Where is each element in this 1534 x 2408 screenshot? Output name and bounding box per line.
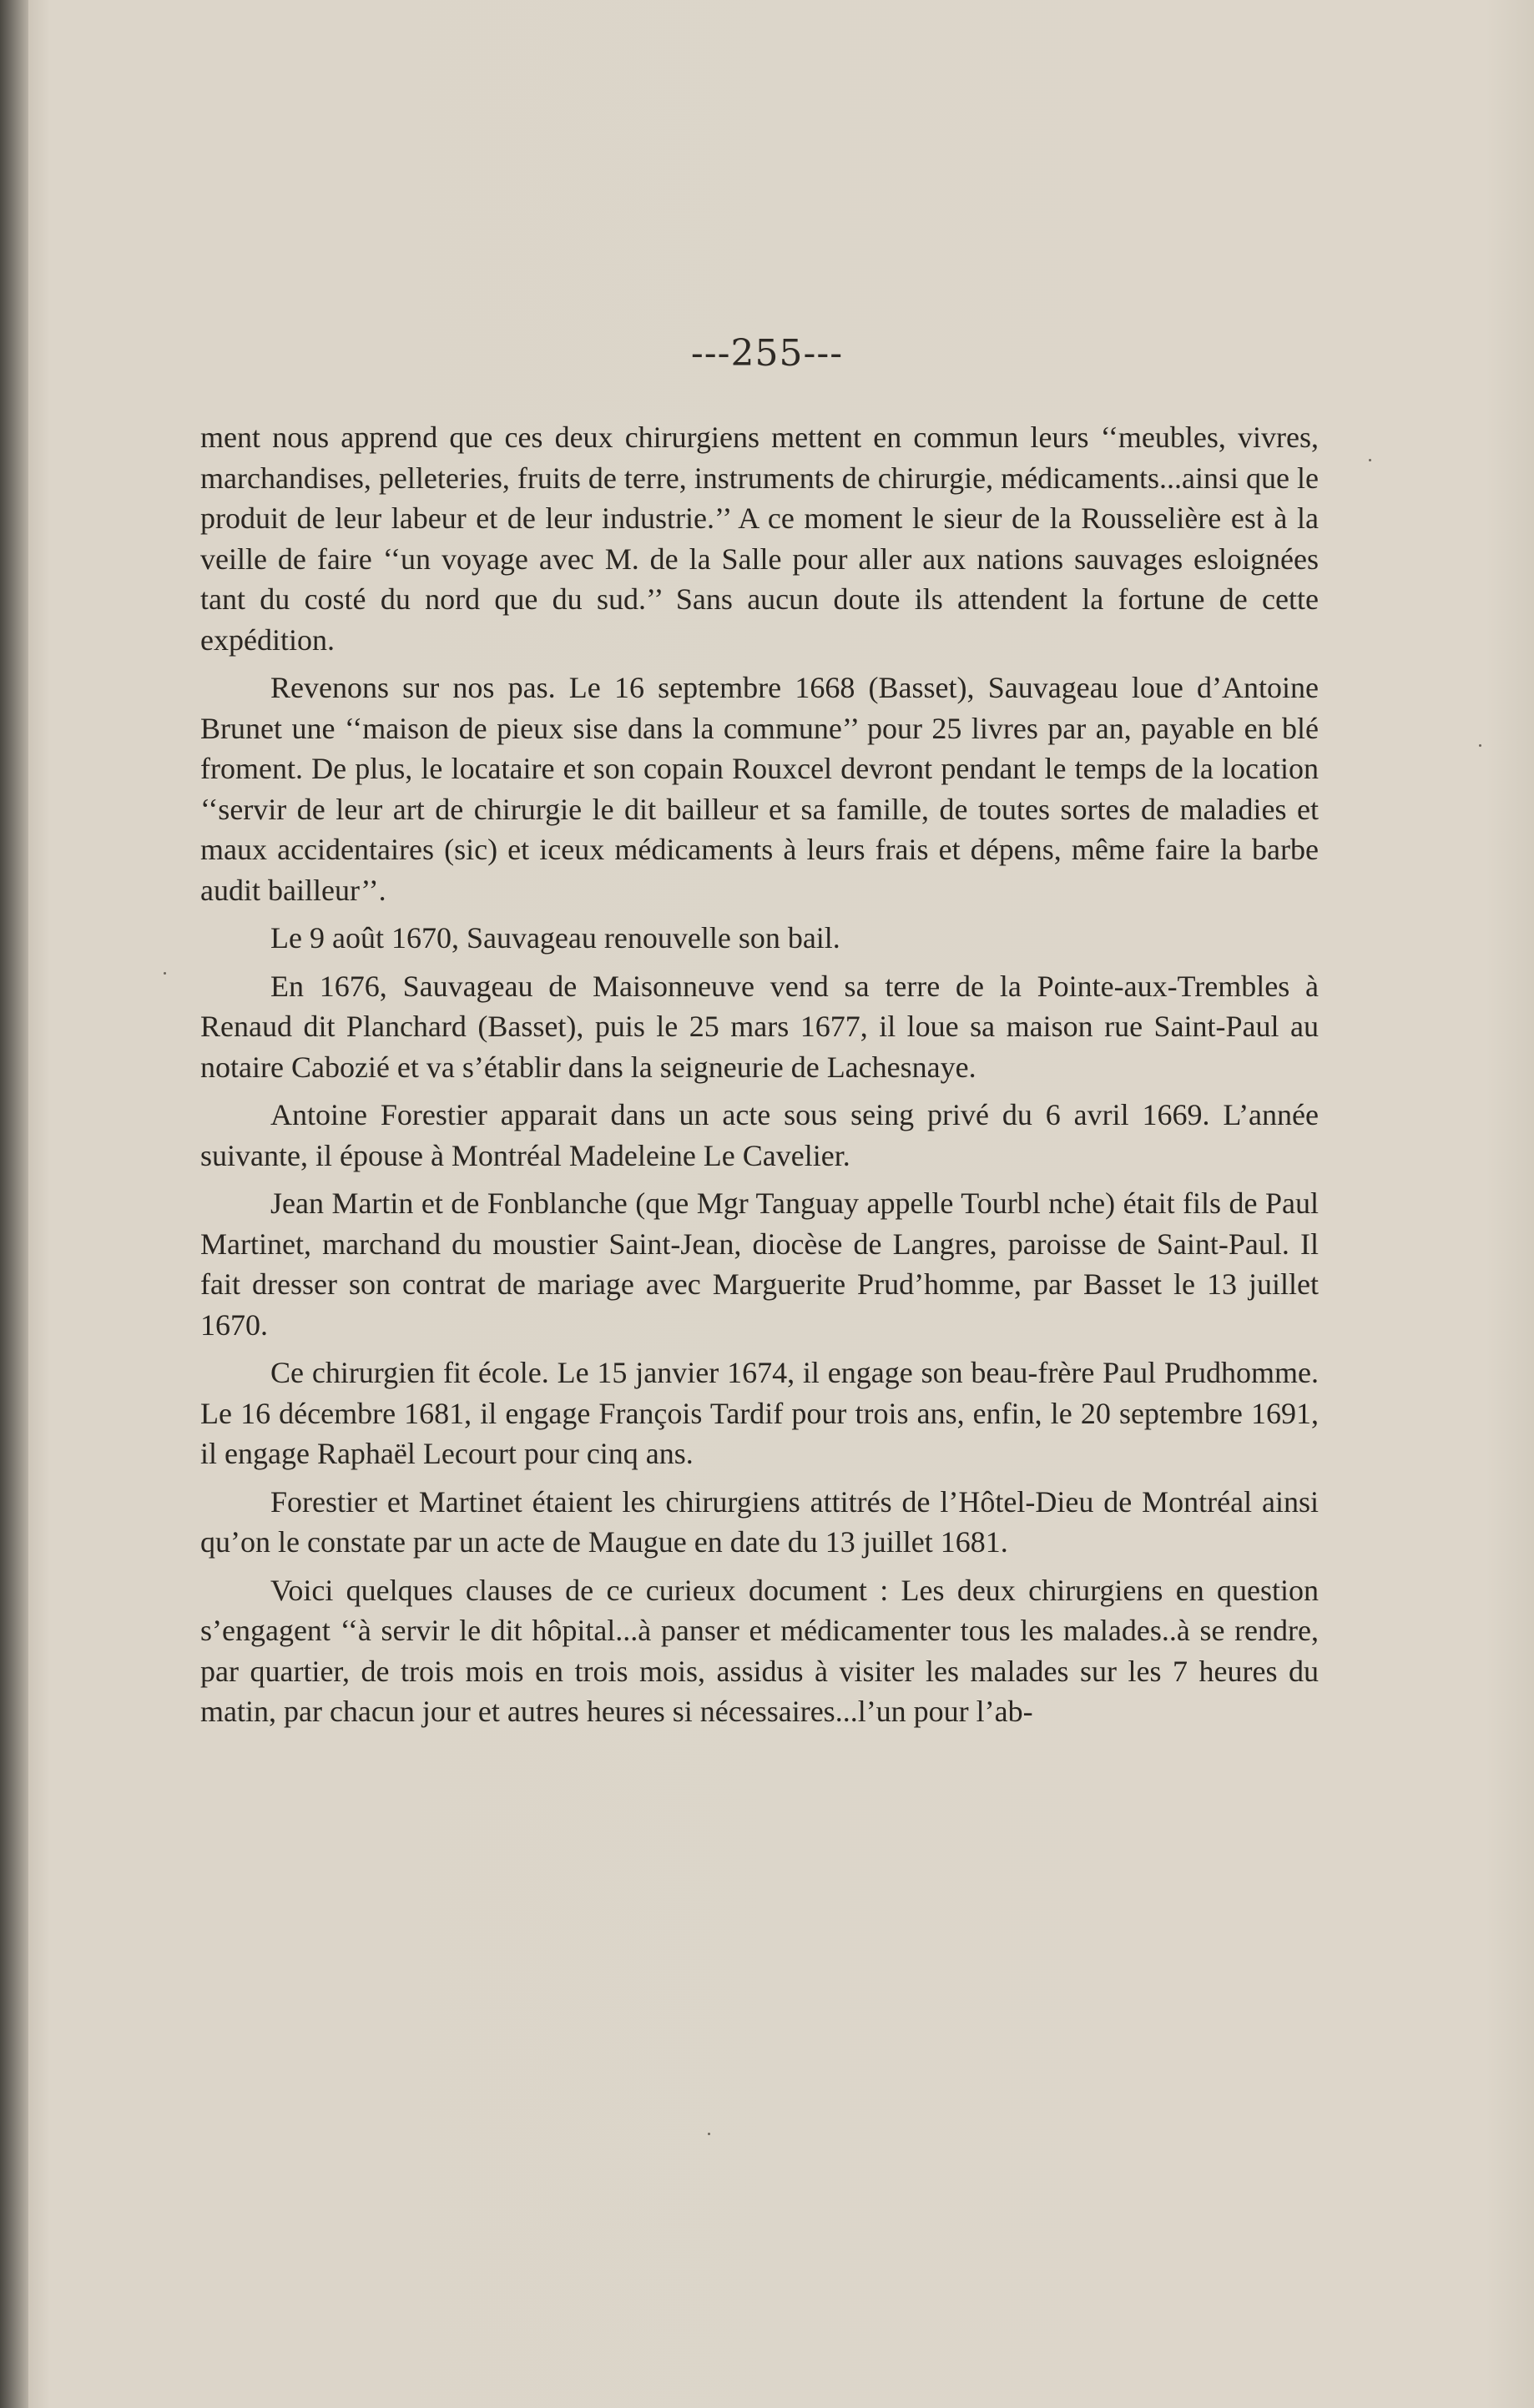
paragraph-2: Revenons sur nos pas. Le 16 septembre 1668 (Basset), Sauvageau loue d’Antoine Brunet une ‘‘maison de pieux sise dans la commune’’ pour 25 livres par an, payable en blé froment. De plus, le locataire et son copain Rouxcel devront pendant le temps de la location ‘‘servir de leur art de chirurgie le dit bailleur et sa famille, de toutes sortes de maladies et maux accidentaires (sic) et iceux médicaments à leurs frais et dépens, même faire la barbe audit bailleur’’. bbox=[200, 671, 1319, 907]
paragraph-8: Forestier et Martinet étaient les chirurgiens attitrés de l’Hôtel-Dieu de Montréal ainsi qu’on le constate par un acte de Maugue en date du 13 juillet 1681. bbox=[200, 1484, 1319, 1559]
paper-speck bbox=[1369, 459, 1371, 461]
paper-speck bbox=[164, 972, 166, 975]
paper-speck bbox=[1479, 744, 1481, 747]
paper-speck bbox=[708, 2133, 710, 2135]
paragraph-6: Jean Martin et de Fonblanche (que Mgr Tanguay appelle Tourbl nche) était fils de Paul Martinet, marchand du moustier Saint-Jean, diocèse de Langres, paroisse de Saint-Paul. Il fait dresser son contrat de mariage avec Marguerite Prud’homme, par Basset le 13 juillet 1670. bbox=[200, 1186, 1319, 1342]
page-number: ---255--- bbox=[690, 332, 844, 375]
paragraph-4: En 1676, Sauvageau de Maisonneuve vend sa terre de la Pointe-aux-Trembles à Renaud dit Planchard (Basset), puis le 25 mars 1677, il loue sa maison rue Saint-Paul au notaire Cabozié et va s’établir dans la seigneurie de Lachesnaye. bbox=[200, 969, 1319, 1084]
paragraph-5: Antoine Forestier apparait dans un acte sous seing privé du 6 avril 1669. L’année suivante, il épouse à Montréal Madeleine Le Cavelier. bbox=[200, 1098, 1319, 1172]
paragraph-1: ment nous apprend que ces deux chirurgiens mettent en commun leurs ‘‘meubles, vivres, marchandises, pelleteries, fruits de terre, instruments de chirurgie, médicaments...ainsi que le produit de leur labeur et de leur industrie.’’ A ce moment le sieur de la Rousselière est à la veille de faire ‘‘un voyage avec M. de la Salle pour aller aux nations sauvages esloignées tant du costé du nord que du sud.’’ Sans aucun doute ils attendent la fortune de cette expédition. bbox=[200, 421, 1319, 657]
paragraph-9: Voici quelques clauses de ce curieux document : Les deux chirurgiens en question s’engagent ‘‘à servir le dit hôpital...à panser et médicamenter tous les malades..à se rendre, par quartier, de trois mois en trois mois, assidus à visiter les malades sur les 7 heures du matin, par chacun jour et autres heures si nécessaires...l’un pour l’ab- bbox=[200, 1573, 1319, 1728]
paragraph-3: Le 9 août 1670, Sauvageau renouvelle son bail. bbox=[270, 921, 840, 955]
body-text bbox=[200, 417, 1319, 1740]
paragraph-7: Ce chirurgien fit école. Le 15 janvier 1674, il engage son beau-frère Paul Prudhomme. Le 16 décembre 1681, il engage François Tardif pour trois ans, enfin, le 20 septembre 1691, il engage Raphaël Lecourt pour cinq ans. bbox=[200, 1356, 1319, 1470]
